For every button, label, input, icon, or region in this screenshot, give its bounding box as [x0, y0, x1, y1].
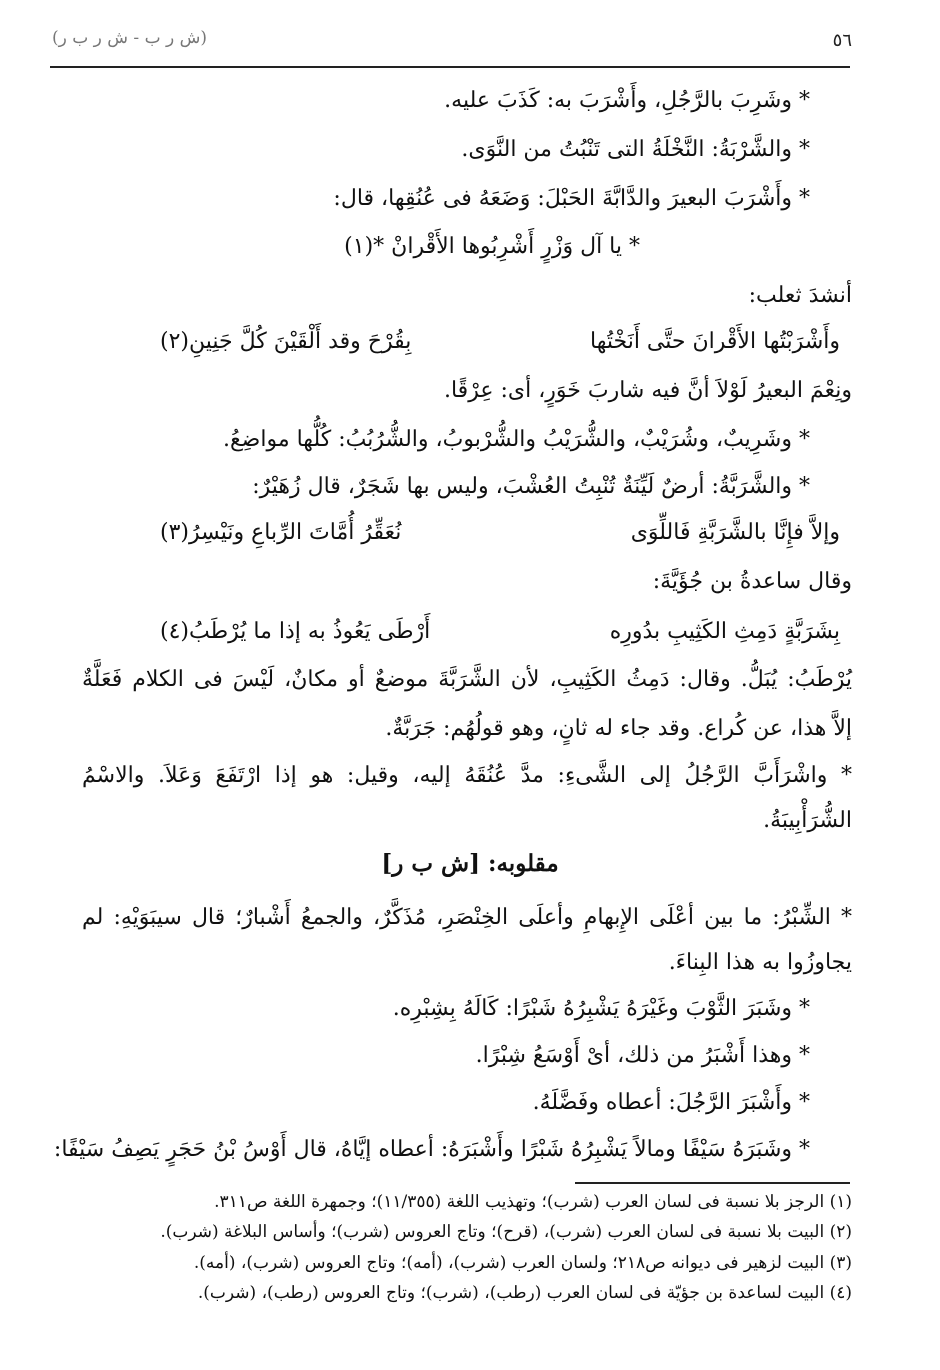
verse-hemistich-2: نُعَقِّرُ أُمَّاتَ الرِّباعِ ونَيْسِرُ(٣)	[160, 520, 402, 545]
page-number: ٥٦	[832, 30, 852, 51]
footnote: (٣) البيت لزهير فى ديوانه ص٢١٨؛ ولسان العرب (شرب)، (أمه)؛ وتاج العروس (شرب)، (أمه).	[193, 1253, 852, 1273]
verse-hemistich-1: وإلاَّ فإِنَّا بالشَّرَبَّةِ فَاللِّوَى	[630, 520, 840, 545]
footnote-rule	[575, 1182, 850, 1184]
text-line: * وهذا أَشْبَرُ من ذلك، أىْ أَوْسَعُ شِبْرًا.	[475, 1043, 810, 1068]
text-line: * الشِّبْرُ: ما بين أعْلَى الإِبهامِ وأعلَى الخِنْصَرِ، مُذَكَّرٌ، والجمعُ أَشْبارٌ؛ قال سيبَوَيْهِ: لم	[82, 905, 852, 930]
text-line: إلاَّ هذا، عن كُراع. وقد جاء له ثانٍ، وهو قولُهُم: جَرَبَّةٌ.	[385, 716, 852, 741]
text-line: ونِعْمَ البعيرُ لَوْلاَ أنَّ فيه شاربَ خَوَرٍ، أى: عِرْقًا.	[443, 378, 852, 403]
running-header: (ش ر ب - ش ر ب ر)	[52, 28, 207, 48]
verse-line: * يا آل وَزْرٍ أَشْرِبُوها الأَقْرانْ *(١)	[344, 234, 640, 259]
text-line: أنشدَ ثعلب:	[748, 283, 852, 308]
text-line: * وأَشْبَرَ الرَّجُلَ: أعطاه وفَضَّلَهُ.	[532, 1090, 810, 1115]
header-rule	[50, 66, 850, 68]
verse-hemistich-2: بِقُرْحَ وقد أَلْقَيْنَ كُلَّ جَنِينِ(٢)	[160, 329, 412, 354]
text-line: * وأَشْرَبَ البعيرَ والدَّابَّةَ الحَبْلَ: وَضَعَهُ فى عُنُقِها، قال:	[333, 186, 810, 211]
text-line: وقال ساعدةُ بن جُؤَيَّةَ:	[652, 569, 852, 594]
text-line: * واشْرَأَبَّ الرَّجُلُ إلى الشَّىءِ: مدَّ عُنُقَهُ إليه، وقيل: هو إذا ارْتَفَعَ وَعَلاَ. والاسْمُ	[82, 763, 852, 788]
text-line: * وشَرِبَ بالرَّجُلِ، وأَشْرَبَ به: كَذَبَ عليه.	[444, 88, 810, 113]
footnote: (٤) البيت لساعدة بن جؤيّة فى لسان العرب (رطب)، (شرب)؛ وتاج العروس (رطب)، (شرب).	[197, 1283, 852, 1303]
text-line: الشُّرَأْبِيبَةُ.	[763, 808, 852, 833]
verse-hemistich-2: أَرْطَى يَعُوذُ به إذا ما يُرْطَبُ(٤)	[160, 619, 431, 644]
verse-hemistich-1: بِشَرَبَّةٍ دَمِثِ الكَثِيبِ بدُورِه	[609, 619, 840, 644]
text-line: يُرْطَبُ: يُبَلُّ. وقال: دَمِثُ الكَثِيبِ، لأن الشَّرَبَّةَ موضعٌ أو مكانٌ، لَيْسَ فى الكلام فَعَلَّةٌ	[82, 667, 852, 692]
section-heading: مقلوبه: [ش ب ر]	[381, 850, 559, 877]
footnote: (٢) البيت بلا نسبة فى لسان العرب (شرب)، (قرح)؛ وتاج العروس (شرب)؛ وأساس البلاغة (شرب).	[160, 1222, 852, 1242]
verse-hemistich-1: وأَشْرَبْتُها الأَقْرانَ حتَّى أَنَخْتُها	[590, 329, 840, 354]
text-line: * والشَّرْبَةُ: النَّخْلَةُ التى تَنْبُتُ من النَّوَى.	[461, 137, 810, 162]
footnote: (١) الرجز بلا نسبة فى لسان العرب (شرب)؛ وتهذيب اللغة (١١/٣٥٥)؛ وجمهرة اللغة ص٣١١.	[214, 1192, 852, 1212]
text-line: * والشَّرَبَّةُ: أرضٌ لَيِّنَةٌ تُنْبِتُ العُشْبَ، وليس بها شَجَرٌ، قال زُهَيْرٌ:	[252, 474, 810, 499]
text-line: * وشَبَرَهُ سَيْفًا ومالاً يَشْبِرُهُ شَبْرًا وأَشْبَرَهُ: أعطاه إيَّاهُ، قال أَوْسُ بْنُ حَجَرٍ يَصِفُ سَيْفًا:	[53, 1137, 810, 1162]
text-line: * وشَبَرَ الثَّوْبَ وغَيْرَهُ يَشْبِرُهُ شَبْرًا: كَالَهُ بِشِبْرِه.	[392, 996, 810, 1021]
text-line: يجاوزُوا به هذا البِناءَ.	[668, 950, 852, 975]
text-line: * وشَرِيبٌ، وشُرَيْبٌ، والشُّرَيْبُ والشُّرْبوبُ، والشُّرُبُبُ: كُلُّها مواضِعُ.	[222, 427, 810, 452]
